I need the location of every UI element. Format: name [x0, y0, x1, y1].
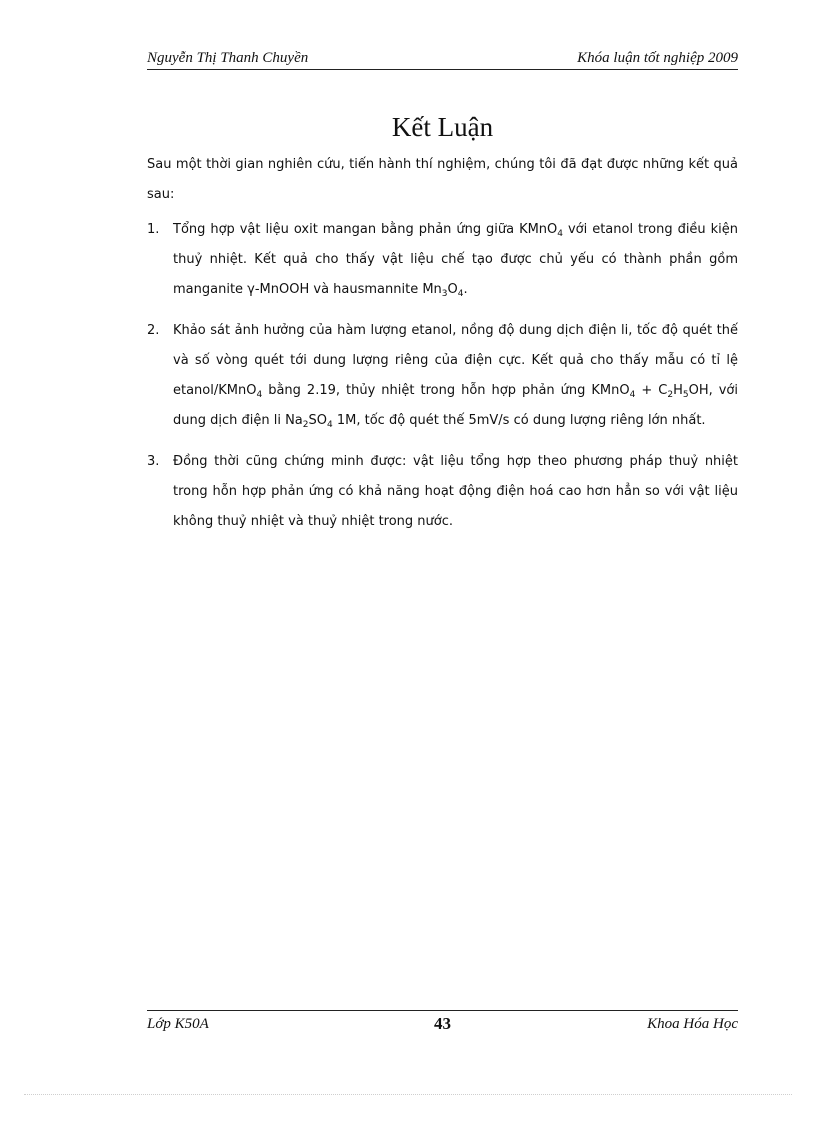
subscript: 4: [457, 289, 464, 299]
list-item-number: 1.: [147, 222, 160, 237]
subscript: 3: [441, 289, 448, 299]
list-item-text: Đồng thời cũng chứng minh được: vật liệu tổng hợp theo phương pháp thuỷ nhiệt trong hỗn hợp phản ứng có khả năng hoạt động điện hoá cao hơn hẳn so với vật liệu không thuỷ nhiệt và thuỷ nhiệt trong nước.: [173, 454, 738, 529]
list-item: [147, 316, 738, 436]
subscript: 2: [302, 420, 309, 430]
footer-class-name: Lớp K50A: [147, 1016, 209, 1032]
list-item-number: 3.: [147, 454, 160, 469]
subscript: 2: [667, 390, 674, 400]
list-item-number: 2.: [147, 323, 160, 338]
list-item-text: Khảo sát ảnh hưởng của hàm lượng etanol, nồng độ dung dịch điện li, tốc độ quét thế và số vòng quét tới dung lượng riêng của điện cực. Kết quả cho thấy mẫu có tỉ lệ etanol/KMnO$_4$ bằng 2.19, thủy nhiệt trong hỗn hợp phản ứng KMnO$_4$ + $C_2H_5OH$, với dung dịch điện li $Na_2SO_4$ 1M, tốc độ quét thế 5mV/s có dung lượng riêng lớn nhất.: [173, 323, 738, 430]
subscript: 4: [557, 229, 564, 239]
header-thesis-title: Khóa luận tốt nghiệp 2009: [577, 50, 738, 66]
subscript: 5: [682, 390, 689, 400]
list-item-text: Tổng hợp vật liệu oxit mangan bằng phản ứng giữa KMnO$_4$ với etanol trong điều kiện thuỷ nhiệt. Kết quả cho thấy vật liệu chế tạo được chủ yếu có thành phần gồm manganite γ-MnOOH và hausmannite $Mn_3O_4$.: [173, 222, 739, 299]
page-header: [147, 47, 738, 70]
intro-paragraph: Sau một thời gian nghiên cứu, tiến hành thí nghiệm, chúng tôi đã đạt được những kết quả sau:: [147, 157, 738, 202]
subscript: 4: [256, 390, 263, 400]
conclusion-list: [147, 215, 738, 548]
page-number: 43: [434, 1014, 451, 1033]
list-item: [147, 447, 738, 537]
footer-faculty: Khoa Hóa Học: [647, 1016, 738, 1032]
subscript: 4: [629, 390, 636, 400]
header-author: Nguyễn Thị Thanh Chuyền: [147, 50, 309, 66]
list-item: [147, 215, 738, 305]
section-title: Kết Luận: [391, 112, 494, 142]
page-footer: [147, 1010, 738, 1037]
subscript: 4: [327, 420, 333, 430]
page-edge-divider: [24, 1094, 792, 1095]
